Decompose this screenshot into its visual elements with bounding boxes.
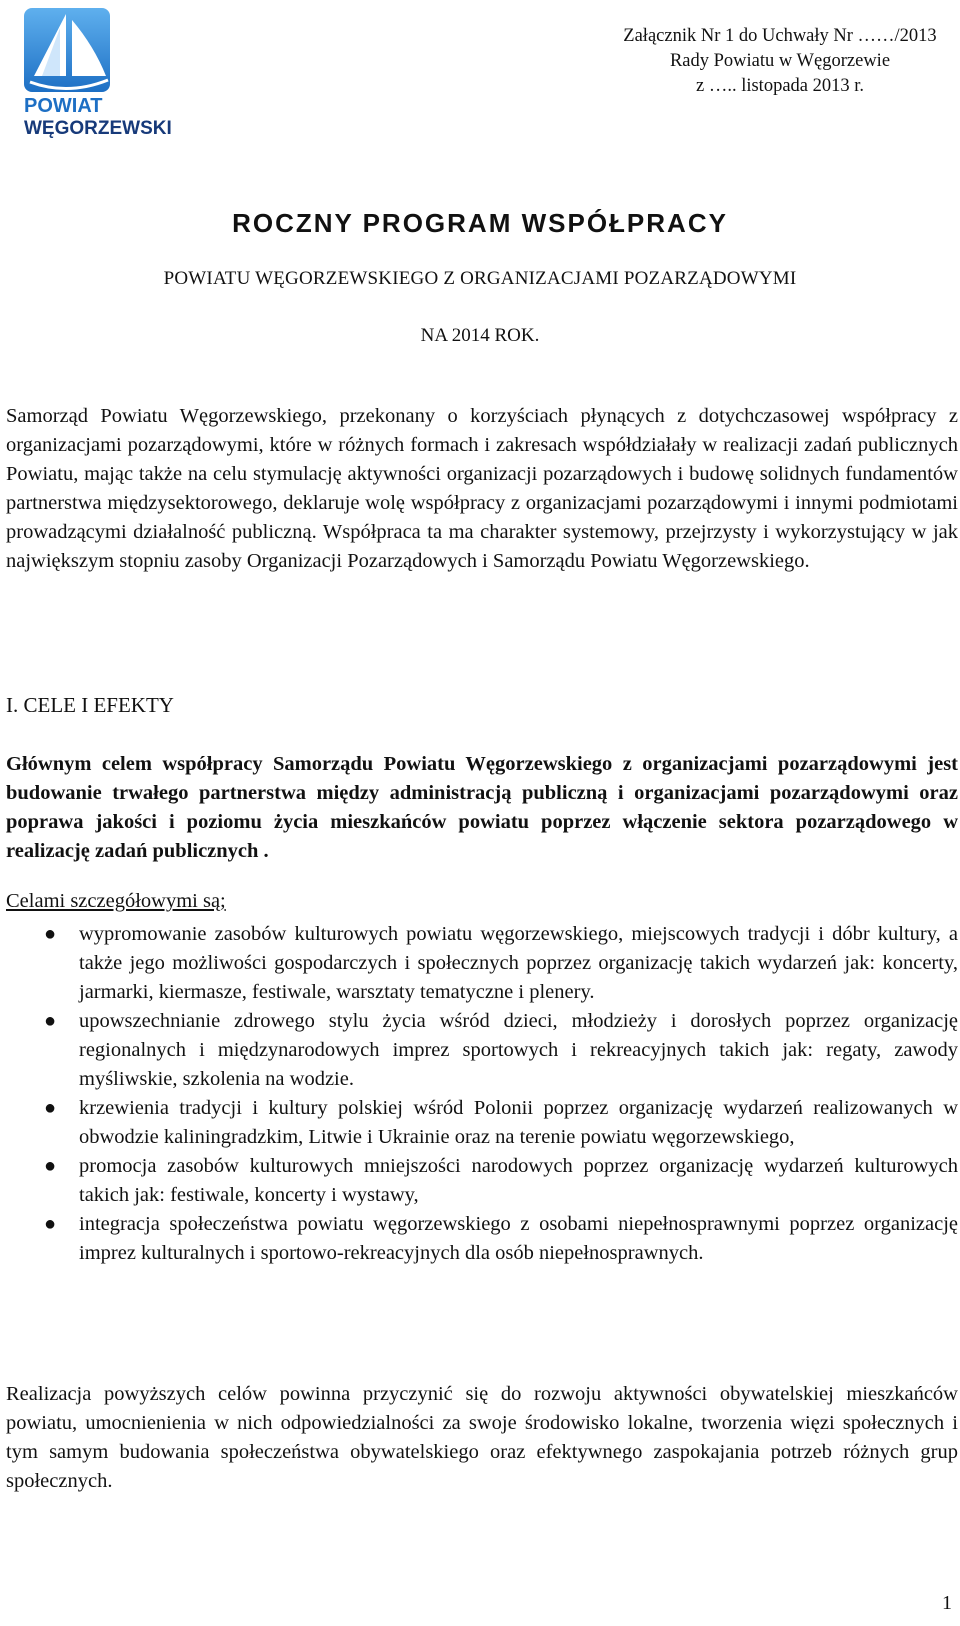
list-item (0, 1152, 958, 1210)
attachment-reference (610, 24, 950, 99)
list-item-text: integracja społeczeństwa powiatu węgorzewskiego z osobami niepełnosprawnymi poprzez organizację imprez kulturalnych i sportowo-rekreacyjnych dla osób niepełnosprawnych. (79, 1213, 958, 1264)
list-item (0, 1007, 958, 1094)
powiat-logo (20, 6, 176, 142)
bullet-icon: ● (44, 1010, 57, 1032)
list-item-text: promocja zasobów kulturowych mniejszości narodowych poprzez organizację wydarzeń kulturowych takich jak: festiwale, koncerty i wystawy, (79, 1155, 958, 1206)
document-subtitle: POWIATU WĘGORZEWSKIEGO Z ORGANIZACJAMI POZARZĄDOWYMI (163, 268, 797, 289)
section-heading: I. CELE I EFEKTY (6, 693, 174, 717)
intro-paragraph: Samorząd Powiatu Węgorzewskiego, przekonany o korzyściach płynących z dotychczasowej współpracy z organizacjami pozarządowymi, które w różnych formach i zakresach współdziałały w realizacji zadań publicznych Powiatu, mając także na celu stymulację aktywności organizacji pozarządowych i budowę solidnych fundamentów partnerstwa międzysektorowego, deklaruje wolę współpracy z organizacjami pozarządowymi i innymi podmiotami prowadzącymi działalność publiczną. Współpraca ta ma charakter systemowy, przejrzysty i wykorzystujący w jak największym stopniu zasoby Organizacji Pozarządowych i Samorządu Powiatu Węgorzewskiego. (6, 405, 958, 572)
objectives-heading: Celami szczegółowymi są; (6, 890, 226, 912)
document-title: ROCZNY PROGRAM WSPÓŁPRACY (232, 208, 728, 238)
list-item-text: wypromowanie zasobów kulturowych powiatu węgorzewskiego, miejscowych tradycji i dóbr kultury, a także jego możliwości gospodarczych i społecznych poprzez organizację takich wydarzeń jak: koncerty, jarmarki, kiermasze, festiwale, warsztaty tematyczne i plenery. (79, 923, 958, 1003)
document-year: NA 2014 ROK. (420, 325, 540, 346)
attachment-line2: Rady Powiatu w Węgorzewie (669, 51, 891, 71)
logo-line1: POWIAT (24, 95, 103, 117)
bullet-icon: ● (44, 1213, 57, 1235)
summary-paragraph: Realizacja powyższych celów powinna przyczynić się do rozwoju aktywności obywatelskiej mieszkańców powiatu, umocnienienia w nich odpowiedzialności za swoje środowisko lokalne, tworzenia więzi społecznych i tym samym budowania społeczeństwa obywatelskiego oraz efektywnego zaspokajania potrzeb różnych grup społecznych. (6, 1383, 958, 1492)
list-item (0, 1094, 958, 1152)
list-item (0, 1210, 958, 1268)
page-number: 1 (942, 1592, 952, 1614)
attachment-line1: Załącznik Nr 1 do Uchwały Nr ……/2013 (623, 26, 937, 46)
sailboat-logo-icon (20, 6, 176, 142)
list-item-text: upowszechnianie zdrowego stylu życia wśród dzieci, młodzieży i dorosłych poprzez organizację regionalnych i międzynarodowych imprez sportowych i rekreacyjnych takich jak: regaty, zawody myśliwskie, szkolenia na wodzie. (79, 1010, 958, 1090)
logo-line2: WĘGORZEWSKI (24, 118, 172, 139)
objectives-list (0, 920, 958, 1268)
bullet-icon: ● (44, 1155, 57, 1177)
attachment-line3: z ….. listopada 2013 r. (695, 76, 865, 96)
list-item-text: krzewienia tradycji i kultury polskiej wśród Polonii poprzez organizację wydarzeń realizowanych w obwodzie kaliningradzkim, Litwie i Ukrainie oraz na terenie powiatu węgorzewskiego, (79, 1097, 958, 1148)
list-item (0, 920, 958, 1007)
bullet-icon: ● (44, 923, 57, 945)
main-goal-paragraph: Głównym celem współpracy Samorządu Powiatu Węgorzewskiego z organizacjami pozarządowymi jest budowanie trwałego partnerstwa między administracją publiczną i organizacjami pozarządowymi oraz poprawa jakości i poziomu życia mieszkańców powiatu poprzez włączenie sektora pozarządowego w realizację zadań publicznych . (6, 753, 958, 862)
bullet-icon: ● (44, 1097, 57, 1119)
